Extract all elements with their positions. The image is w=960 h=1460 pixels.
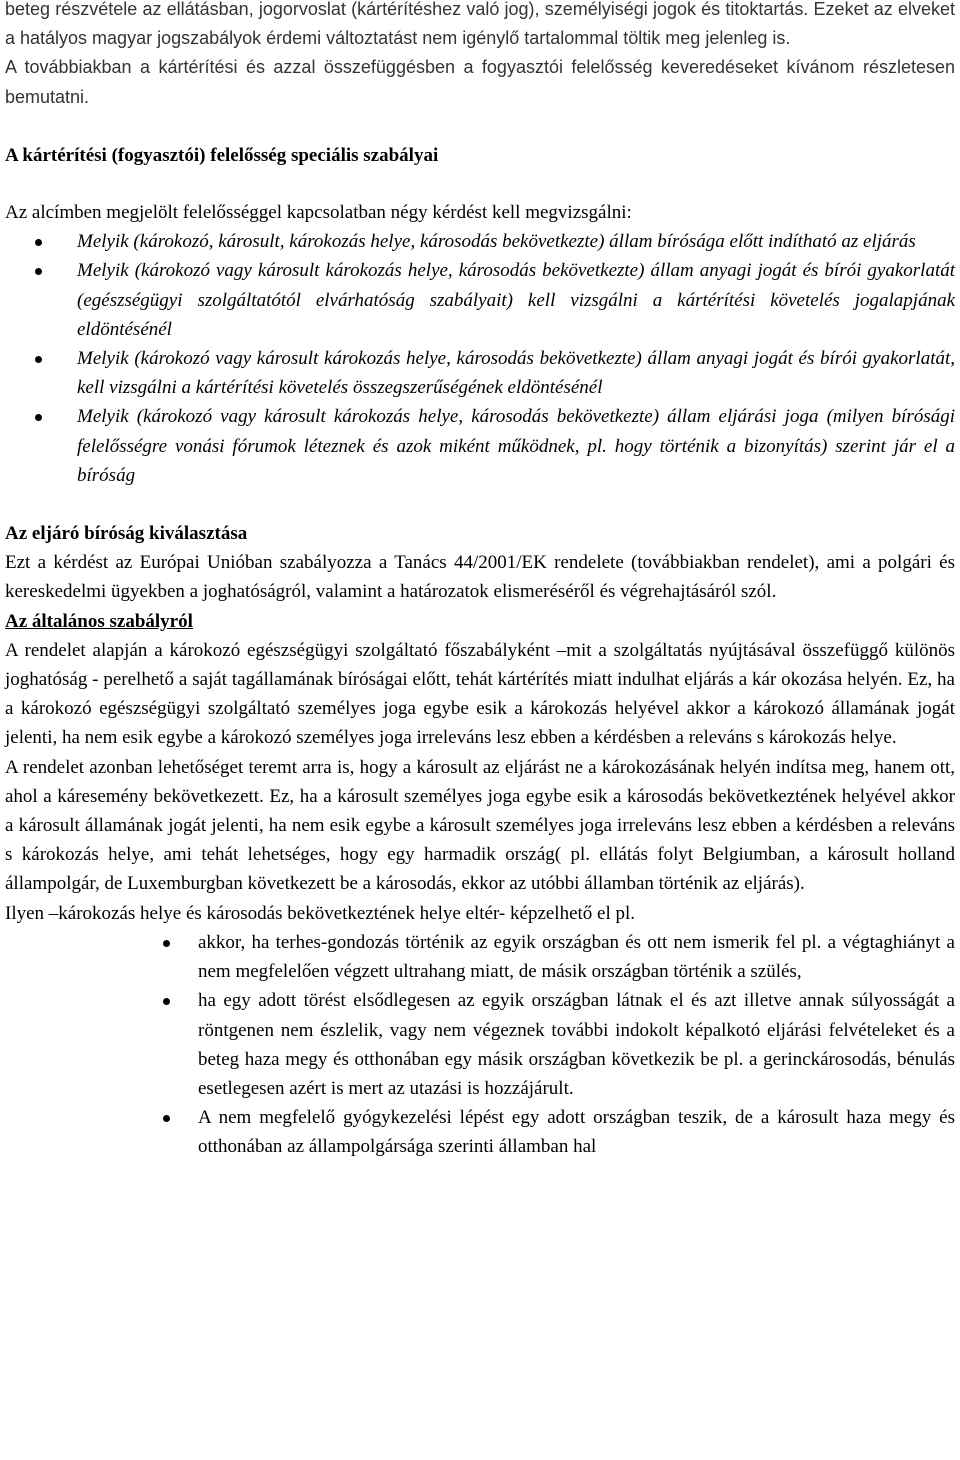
document-page [5, 0, 955, 1162]
section-lead: Az alcímben megjelölt felelősséggel kapcsolatban négy kérdést kell megvizsgálni: [5, 202, 632, 224]
body-paragraph: Ilyen –károkozás helye és károsodás bekövetkeztének helye eltér- képzelhető el pl. [5, 902, 636, 924]
bullet-icon [35, 268, 42, 275]
question-item: Melyik (károkozó vagy károsult károkozás helye, károsodás bekövetkezte) állam eljárási joga (milyen bírósági felelősségre vonási fórumok léteznek és azok miként működnek, pl. hogy történik a bizonyítás) szerint jár el a bíróság [5, 402, 955, 490]
question-item: Melyik (károkozó vagy károsult károkozás helye, károsodás bekövetkezte) állam anyagi jogát és bírói gyakorlatát, kell vizsgálni a kártérítési követelés összegszerűségének eldöntésénél [5, 344, 955, 402]
question-item: Melyik (károkozó vagy károsult károkozás helye, károsodás bekövetkezte) állam anyagi jogát és bírói gyakorlatát (egészségügyi szolgáltatótól elvárhatóság szabályait) kell vizsgálni a kártérítési követelés jogalapjának eldöntésénél [5, 256, 955, 344]
example-item: akkor, ha terhes-gondozás történik az egyik országban és ott nem ismerik fel pl. a végtaghiányt a nem megfelelően végzett ultrahang miatt, de másik országban történik a szülés, [5, 928, 955, 986]
subheading-general-rule: Az általános szabályról [5, 610, 193, 632]
bullet-icon [35, 239, 42, 246]
intro-paragraph-2: A továbbiakban a kártérítési és azzal összefüggésben a fogyasztói felelősség keveredéseket kívánom részletesen bemutatni. [5, 57, 955, 107]
bullet-icon [163, 1115, 170, 1122]
section-heading: A kártérítési (fogyasztói) felelősség speciális szabályai [5, 144, 439, 166]
bullet-icon [163, 940, 170, 947]
body-paragraph: A rendelet alapján a károkozó egészségügyi szolgáltató főszabályként –mit a szolgáltatás nyújtásával összefüggő különös joghatóság - perelhető a saját tagállamának bíróságai előtt, tehát kártérítés miatt indulhat eljárás a kár okozása helyén. Ez, ha a károkozó egészségügyi szolgáltató személyes joga egybe esik a károkozás helyével akkor a károkozó államának jogát jelenti, ha nem esik egybe a károkozó személyes joga irreleváns lesz ebben a kérdésben a releváns s károkozás helye. [5, 639, 955, 749]
question-item: Melyik (károkozó, károsult, károkozás helye, károsodás bekövetkezte) állam bírósága előtt indítható az eljárás [5, 227, 955, 256]
intro-paragraph: beteg részvétele az ellátásban, jogorvoslat (kártérítéshez való jog), személyiségi jogok és titoktartás. Ezeket az elveket a hatályos magyar jogszabályok érdemi változtatást nem igénylő tartalommal töltik meg jelenleg is. [5, 0, 955, 49]
example-list [5, 928, 955, 1162]
body-paragraph: Ezt a kérdést az Európai Unióban szabályozza a Tanács 44/2001/EK rendelete (továbbiakban rendelet), ami a polgári és kereskedelmi ügyekben a joghatóságról, valamint a határozatok elismeréséről és végrehajtásáról szól. [5, 552, 955, 603]
question-list [5, 227, 955, 490]
section-heading-court: Az eljáró bíróság kiválasztása [5, 523, 248, 545]
bullet-icon [35, 414, 42, 421]
bullet-icon [35, 356, 42, 363]
bullet-icon [163, 998, 170, 1005]
example-item: ha egy adott törést elsődlegesen az egyik országban látnak el és azt illetve annak súlyosságát a röntgenen nem észlelik, vagy nem végeznek további indokolt képalkotó eljárási felvételeket és a beteg haza megy és otthonában egy másik országban következik be pl. a gerinckárosodás, bénulás esetlegesen azért is mert az utazási is hozzájárult. [5, 986, 955, 1103]
example-item: A nem megfelelő gyógykezelési lépést egy adott országban teszik, de a károsult haza megy és otthonában az állampolgársága szerinti államban hal [5, 1103, 955, 1161]
body-paragraph: A rendelet azonban lehetőséget teremt arra is, hogy a károsult az eljárást ne a károkozásának helyén indítsa meg, hanem ott, ahol a káresemény bekövetkezett. Ez, ha a károsult személyes joga egybe esik a károsodás bekövetkeztének helyével akkor a károsult államának jogát jelenti, ha nem esik egybe a károsult személyes joga irreleváns lesz ebben a kérdésben a releváns s károkozás helye, ami tehát lehetséges, hogy egy harmadik ország( pl. ellátás folyt Belgiumban, a károsult holland állampolgár, de Luxemburgban következett be a károsodás, ekkor az utóbbi államban történik az eljárás). [5, 756, 955, 895]
